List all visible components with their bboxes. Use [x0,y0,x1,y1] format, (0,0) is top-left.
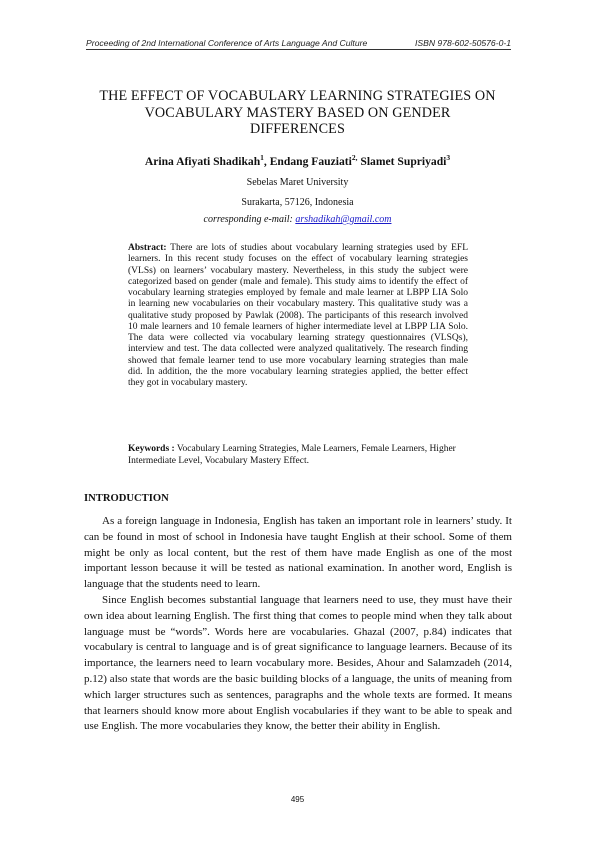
introduction-body [84,514,512,735]
keywords-label: Keywords : [128,444,175,454]
title-line-2: VOCABULARY MASTERY BASED ON GENDER [144,104,451,121]
affiliation-city: Surakarta, 57126, Indonesia [241,197,354,208]
header-proceeding-title: Proceeding of 2nd International Conference of Arts Language And Culture [86,38,368,48]
paper-title [70,88,525,138]
title-line-3: DIFFERENCES [250,121,345,137]
author-list: Arina Afiyati Shadikah$^1$, Endang Fauziati$^{2,}$ Slamet Supriyadi$^3$ [144,153,451,168]
title-line-1: THE EFFECT OF VOCABULARY LEARNING STRATEGIES ON [99,88,496,104]
section-heading-introduction: INTRODUCTION [84,493,169,504]
author-superscript: 2, [351,153,358,163]
email-link[interactable]: arshadikah@gmail.com [295,214,392,225]
corresponding-email-line [70,214,525,225]
header-rule [86,49,511,50]
email-label: corresponding e-mail: [203,214,296,225]
author-name: Slamet Supriyadi [360,155,447,168]
abstract-label: Abstract: [128,243,167,253]
author-superscript: 3 [446,153,451,163]
abstract-text: There are lots of studies about vocabulary learning strategies used by EFL learners. In this recent study focuses on the effect of vocabulary learning strategies (VLSs) on learners’ vocabulary mastery. Nevertheless, in this study the subject were categorized based on gender (male and female). This study aims to identify the effect of vocabulary learning strategies employed by female and male learner at LBPP LIA Solo in learning new vocabularies on their vocabulary mastery. This qualitative study was a qualitative study proposed by Pawlak (2008). The participants of this research involved 10 male learners and 10 female learners of higher intermediate level at LBPP LIA Solo. The data were collected via vocabulary learning strategy questionnaires (VLSQs), interview and test. The data collected were analyzed qualitatively. The research finding showed that female learner tend to use more vocabulary learning strategies than male did. In addition, the the more vocabulary learning strategies applied, the better effect they got in vocabulary mastery. [128,243,468,388]
keywords [128,443,468,468]
body-paragraph: Since English becomes substantial language that learners need to use, they must have their own idea about learning English. The first thing that comes to people mind when they talk about language must be “words”. Words here are vocabularies. Ghazal (2007, p.84) indicates that vocabulary is central to language and is of great significance to language learners. Because of its importance, the learners need to learn vocabulary more. Besides, Ahour and Salamzadeh (2014, p.12) also state that words are the basic building blocks of a language, the units of meaning from which larger structures such as sentences, paragraphs and the whole texts are formed. It means that learners should know more about English vocabularies if they want to be able to speak and use English. The more vocabularies they know, the better their ability in English. [84,593,512,733]
author-name: Endang Fauziati [269,155,352,168]
keywords-text: Vocabulary Learning Strategies, Male Learners, Female Learners, Higher Intermediate Level, Vocabulary Mastery Effect. [128,444,456,467]
body-paragraph: As a foreign language in Indonesia, English has taken an important role in learners’ study. It can be found in most of school in Indonesia have taught English at their school. Some of them might be only as local content, but the rest of them have made English as one of the most important lesson because it will be tested as national examination. In another word, English is language that the students need to learn. [84,515,512,591]
author-name: Arina Afiyati Shadikah [144,155,261,168]
header-isbn: ISBN 978-602-50576-0-1 [414,38,511,48]
page-number: 495 [290,795,305,804]
abstract [128,243,468,389]
author-superscript: 1 [260,153,264,163]
affiliation-university: Sebelas Maret University [246,177,349,188]
